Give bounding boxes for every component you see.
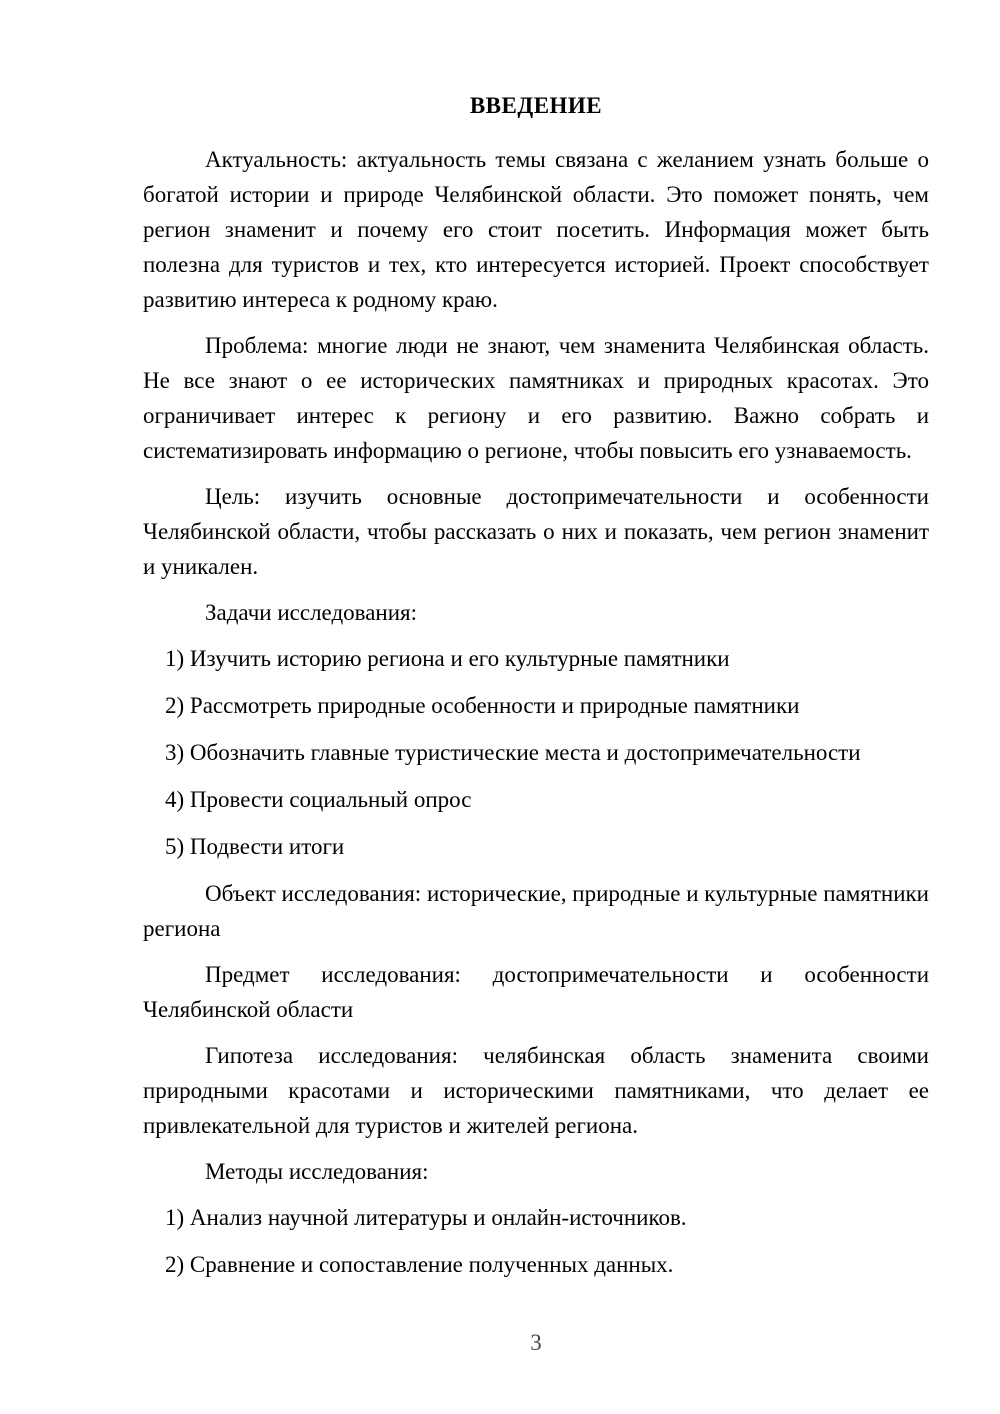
page-title: ВВЕДЕНИЕ [469, 93, 603, 118]
task-item-1: 1) Изучить историю региона и его культурные памятники [165, 646, 730, 671]
task-item-3: 3) Обозначить главные туристические места и достопримечательности [165, 740, 861, 765]
paragraph-subject: Предмет исследования: достопримечательности и особенности Челябинской области [143, 962, 929, 1022]
paragraph-problem: Проблема: многие люди не знают, чем знаменита Челябинская область. Не все знают о ее исторических памятниках и природных красотах. Это ограничивает интерес к региону и его развитию. Важно собрать и систематизировать информацию о регионе, чтобы повысить его узнаваемость. [143, 333, 929, 463]
methods-heading: Методы исследования: [205, 1159, 429, 1184]
page-number: 3 [530, 1330, 542, 1355]
page-content [143, 88, 929, 1294]
paragraph-hypothesis: Гипотеза исследования: челябинская область знаменита своими природными красотами и историческими памятниками, что делает ее привлекательной для туристов и жителей региона. [143, 1043, 929, 1138]
methods-list [143, 1200, 929, 1282]
paragraph-object: Объект исследования: исторические, природные и культурные памятники региона [143, 881, 929, 941]
task-item-4: 4) Провести социальный опрос [165, 787, 472, 812]
tasks-list [143, 641, 929, 864]
paragraph-relevance: Актуальность: актуальность темы связана с желанием узнать больше о богатой истории и природе Челябинской области. Это поможет понять, чем регион знаменит и почему его стоит посетить. Информация может быть полезна для туристов и тех, кто интересуется историей. Проект способствует развитию интереса к родному краю. [143, 147, 929, 312]
tasks-heading: Задачи исследования: [205, 600, 418, 625]
task-item-5: 5) Подвести итоги [165, 834, 345, 859]
paragraph-goal: Цель: изучить основные достопримечательности и особенности Челябинской области, чтобы рассказать о них и показать, чем регион знаменит и уникален. [143, 484, 929, 579]
method-item-2: 2) Сравнение и сопоставление полученных данных. [165, 1252, 674, 1277]
method-item-1: 1) Анализ научной литературы и онлайн-источников. [165, 1205, 687, 1230]
task-item-2: 2) Рассмотреть природные особенности и природные памятники [165, 693, 800, 718]
